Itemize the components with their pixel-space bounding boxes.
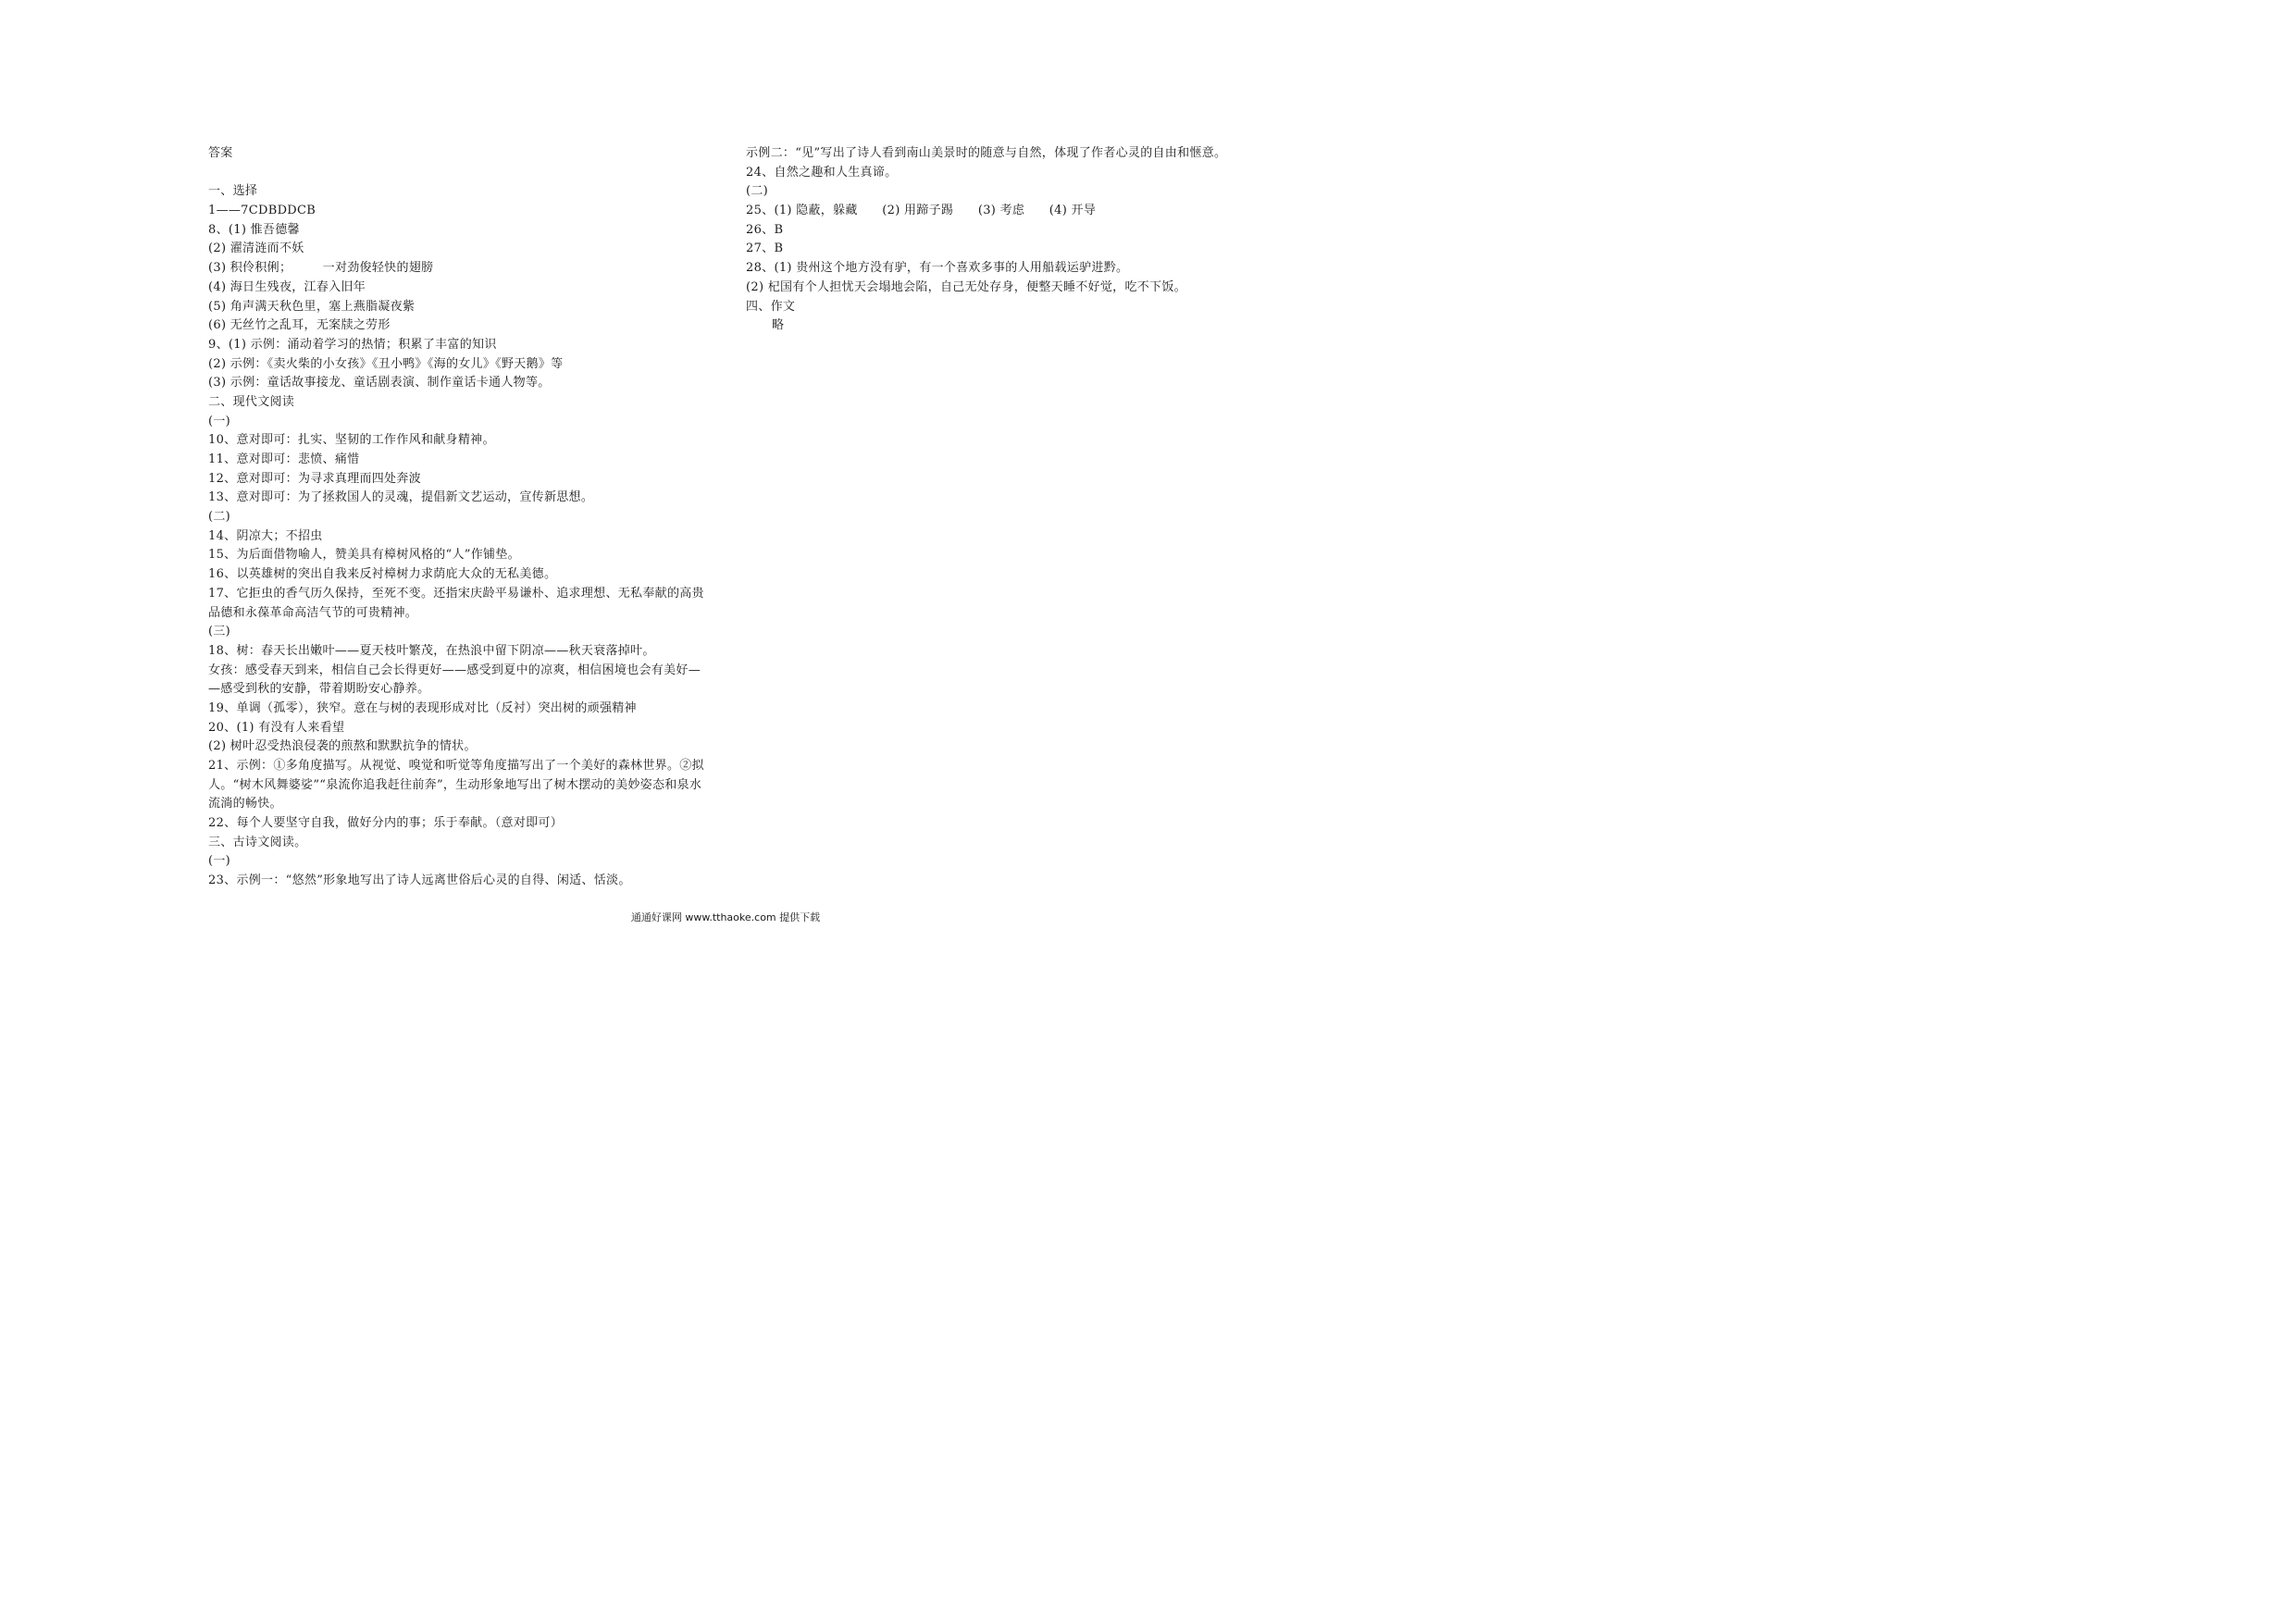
subsection-heading: (二) [746, 184, 769, 199]
answer-line: 16、以英雄树的突出自我来反衬樟树力求荫庇大众的无私美德。 [208, 567, 557, 582]
answer-line: 1——7CDBDDCB [208, 204, 316, 218]
answer-line: 15、为后面借物喻人，赞美具有樟树风格的“人”作铺垫。 [208, 548, 520, 563]
answer-line: 21、示例：①多角度描写。从视觉、嗅觉和听觉等角度描写出了一个美好的森林世界。②拟 [208, 759, 704, 773]
section-heading: 四、作文 [746, 299, 796, 314]
section-heading: 二、现代文阅读 [208, 394, 295, 409]
answer-line: (5) 角声满天秋色里，塞上燕脂凝夜紫 [208, 299, 416, 314]
answer-line: 19、单调（孤零），狭窄。意在与树的表现形成对比（反衬）突出树的顽强精神 [208, 700, 637, 715]
answer-line: 女孩：感受春天到来，相信自己会长得更好——感受到夏中的凉爽，相信困境也会有美好— [208, 663, 701, 677]
answer-line: 10、意对即可：扎实、坚韧的工作作风和献身精神。 [208, 433, 495, 448]
answer-column-right [746, 144, 1264, 336]
answer-line: 27、B [746, 242, 784, 256]
answer-line: 品德和永葆革命高洁气节的可贵精神。 [208, 605, 418, 620]
answer-column-left [208, 144, 726, 891]
answer-line: 略 [772, 318, 785, 333]
subsection-heading: (一) [208, 414, 231, 428]
subsection-heading: (一) [208, 854, 231, 869]
answer-line: (2) 杞国有个人担忧天会塌地会陷，自己无处存身，便整天睡不好觉，吃不下饭。 [746, 279, 1186, 294]
answer-line: 23、示例一：“悠然”形象地写出了诗人远离世俗后心灵的自得、闲适、恬淡。 [208, 873, 631, 888]
section-heading: 三、古诗文阅读。 [208, 835, 307, 849]
answer-line: 8、(1) 惟吾德馨 [208, 222, 300, 237]
answer-line: 18、树：春天长出嫩叶——夏天枝叶繁茂，在热浪中留下阴凉——秋天衰落掉叶。 [208, 643, 655, 658]
page-footer: 通通好课网 www.tthaoke.com 提供下载 [630, 911, 821, 923]
answer-line: 14、阴凉大；不招虫 [208, 528, 323, 543]
answer-line: 17、它拒虫的香气历久保持，至死不变。还指宋庆龄平易谦朴、追求理想、无私奉献的高贵 [208, 586, 704, 601]
section-heading: 一、选择 [208, 184, 258, 199]
answer-line: 13、意对即可：为了拯救国人的灵魂，提倡新文艺运动，宣传新思想。 [208, 490, 594, 505]
answer-line: 26、B [746, 222, 784, 237]
answer-line: (3) 积伶积俐； 一对劲俊轻快的翅膀 [208, 261, 434, 276]
answer-line: 流淌的畅快。 [208, 797, 282, 812]
answer-title: 答案 [208, 146, 233, 160]
answer-line: 25、(1) 隐蔽，躲藏 (2) 用蹄子踢 (3) 考虑 (4) 开导 [746, 204, 1097, 218]
answer-line: 11、意对即可：悲愤、痛惜 [208, 452, 360, 466]
answer-line: 24、自然之趣和人生真谛。 [746, 165, 898, 180]
answer-line: (6) 无丝竹之乱耳，无案牍之劳形 [208, 318, 391, 333]
answer-line: (2) 示例：《卖火柴的小女孩》《丑小鸭》《海的女儿》《野天鹅》等 [208, 356, 564, 371]
answer-line: (4) 海日生残夜，江春入旧年 [208, 279, 366, 294]
answer-line: 示例二：“见”写出了诗人看到南山美景时的随意与自然，体现了作者心灵的自由和惬意。 [746, 146, 1227, 160]
answer-line: —感受到秋的安静，带着期盼安心静养。 [208, 682, 430, 697]
answer-line: (3) 示例：童话故事接龙、童话剧表演、制作童话卡通人物等。 [208, 376, 551, 390]
answer-line: (2) 濯清涟而不妖 [208, 242, 304, 256]
answer-line: 22、每个人要坚守自我，做好分内的事；乐于奉献。（意对即可） [208, 816, 564, 831]
answer-line: 人。“树木风舞婆娑”“泉流你追我赶往前奔”，生动形象地写出了树木摆动的美妙姿态和泉水 [208, 777, 702, 792]
subsection-heading: (二) [208, 510, 231, 525]
answer-line: 9、(1) 示例：涌动着学习的热情；积累了丰富的知识 [208, 337, 497, 352]
answer-line: 20、(1) 有没有人来看望 [208, 720, 345, 735]
subsection-heading: (三) [208, 625, 231, 639]
answer-line: 28、(1) 贵州这个地方没有驴，有一个喜欢多事的人用船载运驴进黔。 [746, 261, 1129, 276]
spacer [208, 164, 726, 183]
answer-line: 12、意对即可：为寻求真理而四处奔波 [208, 471, 421, 486]
answer-line: (2) 树叶忍受热浪侵袭的煎熬和默默抗争的情状。 [208, 739, 477, 754]
